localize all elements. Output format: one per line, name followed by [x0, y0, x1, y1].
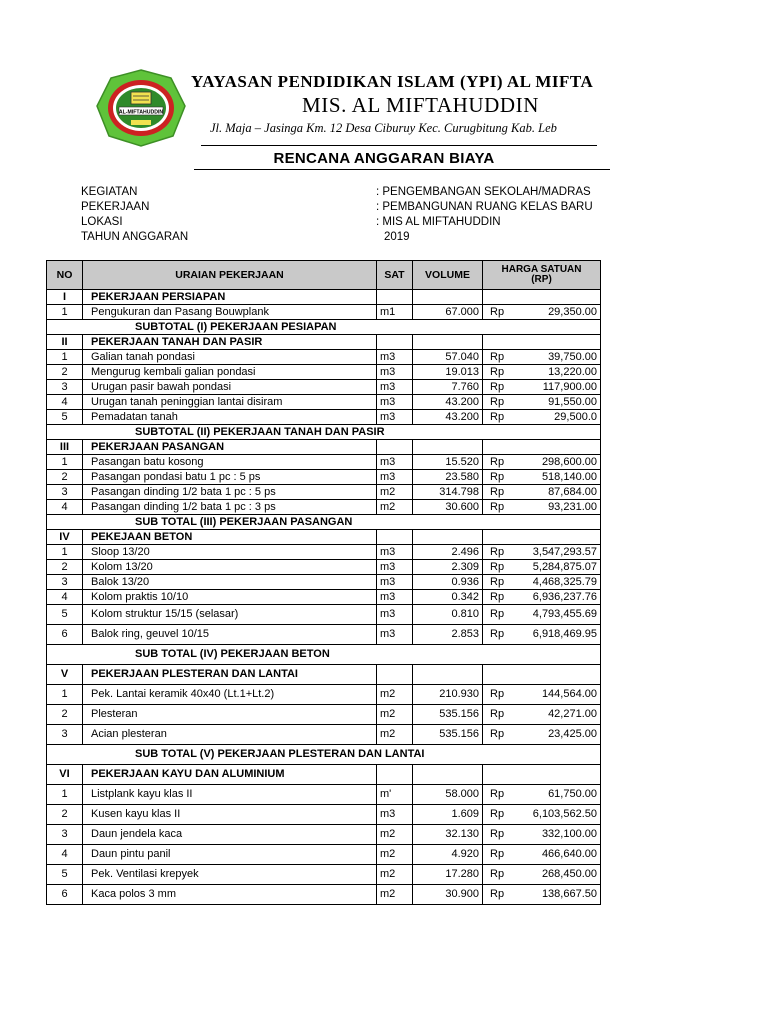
cell-uraian: Daun pintu panil: [83, 845, 377, 865]
cell-sat: m3: [377, 590, 413, 605]
cell-price: 3,547,293.57: [511, 545, 601, 560]
cell-sat: m3: [377, 575, 413, 590]
cell-price: [511, 335, 601, 350]
table-row: [47, 470, 601, 485]
cell-currency: Rp: [483, 725, 511, 745]
cell-price: [511, 665, 601, 685]
table-row: [47, 785, 601, 805]
cell-currency: Rp: [483, 685, 511, 705]
cell-sat: m2: [377, 685, 413, 705]
cell-currency: Rp: [483, 605, 511, 625]
cell-no: 3: [47, 825, 83, 845]
cell-price: [511, 440, 601, 455]
table-row: [47, 410, 601, 425]
cell-price: 23,425.00: [511, 725, 601, 745]
section-title: PEKERJAAN PERSIAPAN: [83, 290, 377, 305]
cell-uraian: Pek. Lantai keramik 40x40 (Lt.1+Lt.2): [83, 685, 377, 705]
table-row: [47, 605, 601, 625]
cell-sat: m3: [377, 560, 413, 575]
cell-uraian: Balok ring, geuvel 10/15: [83, 625, 377, 645]
cell-uraian: Pasangan dinding 1/2 bata 1 pc : 5 ps: [83, 485, 377, 500]
column-header-harga: [483, 261, 601, 290]
cell-sat: m2: [377, 725, 413, 745]
cell-volume: 535.156: [413, 725, 483, 745]
cell-volume: [413, 290, 483, 305]
cell-price: 332,100.00: [511, 825, 601, 845]
cell-currency: Rp: [483, 395, 511, 410]
cell-no: 5: [47, 865, 83, 885]
table-row: [47, 825, 601, 845]
harga-line2: (RP): [531, 274, 552, 285]
table-row: [47, 725, 601, 745]
subtotal-label: SUBTOTAL (I) PEKERJAAN PESIAPAN: [47, 320, 483, 335]
cell-price: 42,271.00: [511, 705, 601, 725]
table-row: [47, 685, 601, 705]
cell-currency: Rp: [483, 845, 511, 865]
cell-no: 4: [47, 395, 83, 410]
cell-no: 1: [47, 455, 83, 470]
cell-uraian: Urugan tanah peninggian lantai disiram: [83, 395, 377, 410]
cell-currency: Rp: [483, 305, 511, 320]
cell-volume: 4.920: [413, 845, 483, 865]
cell-currency: [483, 335, 511, 350]
section-row: [47, 665, 601, 685]
cell-uraian: Kolom 13/20: [83, 560, 377, 575]
cell-uraian: Pemadatan tanah: [83, 410, 377, 425]
cell-sat: [377, 765, 413, 785]
cell-volume: 32.130: [413, 825, 483, 845]
cell-no: 5: [47, 605, 83, 625]
cell-price: 298,600.00: [511, 455, 601, 470]
cell-volume: 30.900: [413, 885, 483, 905]
cell-no: 6: [47, 885, 83, 905]
table-row: [47, 545, 601, 560]
cell-volume: 2.496: [413, 545, 483, 560]
column-header-no: NO: [47, 261, 83, 290]
cell-uraian: Mengurug kembali galian pondasi: [83, 365, 377, 380]
cell-no: 4: [47, 590, 83, 605]
cell-uraian: Daun jendela kaca: [83, 825, 377, 845]
cell-currency: Rp: [483, 470, 511, 485]
cell-sat: m3: [377, 470, 413, 485]
subtotal-empty: [483, 425, 601, 440]
cell-uraian: Galian tanah pondasi: [83, 350, 377, 365]
cell-sat: m3: [377, 805, 413, 825]
cell-sat: m3: [377, 410, 413, 425]
table-row: [47, 350, 601, 365]
subtotal-row: [47, 745, 601, 765]
harga-line1: HARGA SATUAN: [501, 264, 582, 275]
cell-currency: Rp: [483, 805, 511, 825]
cell-no: 3: [47, 725, 83, 745]
cell-currency: Rp: [483, 350, 511, 365]
cell-volume: [413, 440, 483, 455]
table-row: [47, 575, 601, 590]
cell-currency: Rp: [483, 575, 511, 590]
info-value: : PEMBANGUNAN RUANG KELAS BARU: [376, 201, 593, 213]
cell-sat: m2: [377, 485, 413, 500]
cell-sat: m3: [377, 380, 413, 395]
table-body: [47, 290, 601, 905]
section-title: PEKERJAAN PLESTERAN DAN LANTAI: [83, 665, 377, 685]
subtotal-empty: [483, 320, 601, 335]
cell-volume: 23.580: [413, 470, 483, 485]
cell-price: 61,750.00: [511, 785, 601, 805]
cell-sat: m3: [377, 605, 413, 625]
cell-currency: Rp: [483, 885, 511, 905]
cell-no: 1: [47, 545, 83, 560]
info-label: LOKASI: [81, 216, 123, 228]
subtotal-empty: [483, 515, 601, 530]
table-row: [47, 365, 601, 380]
cell-no: 1: [47, 685, 83, 705]
section-title: PEKEJAAN BETON: [83, 530, 377, 545]
cell-no: 1: [47, 785, 83, 805]
cell-volume: 2.309: [413, 560, 483, 575]
cell-uraian: Sloop 13/20: [83, 545, 377, 560]
cell-no: 2: [47, 805, 83, 825]
cell-uraian: Kaca polos 3 mm: [83, 885, 377, 905]
section-number: VI: [47, 765, 83, 785]
info-label: PEKERJAAN: [81, 201, 150, 213]
cell-uraian: Balok 13/20: [83, 575, 377, 590]
section-row: [47, 290, 601, 305]
cell-volume: 30.600: [413, 500, 483, 515]
cell-price: 144,564.00: [511, 685, 601, 705]
cell-volume: 43.200: [413, 395, 483, 410]
cell-currency: Rp: [483, 365, 511, 380]
cell-currency: Rp: [483, 590, 511, 605]
cell-sat: m3: [377, 395, 413, 410]
cell-sat: [377, 440, 413, 455]
cell-sat: m2: [377, 885, 413, 905]
cell-price: 6,103,562.50: [511, 805, 601, 825]
cell-price: 4,793,455.69: [511, 605, 601, 625]
info-value: : MIS AL MIFTAHUDDIN: [376, 216, 501, 228]
table-row: [47, 805, 601, 825]
cell-sat: m1: [377, 305, 413, 320]
cell-volume: 314.798: [413, 485, 483, 500]
cell-no: 1: [47, 350, 83, 365]
cell-sat: m2: [377, 845, 413, 865]
logo-text: AL-MIFTAHUDDIN: [118, 109, 164, 116]
cell-uraian: Acian plesteran: [83, 725, 377, 745]
cell-price: 87,684.00: [511, 485, 601, 500]
cell-price: 138,667.50: [511, 885, 601, 905]
cell-currency: Rp: [483, 410, 511, 425]
school-name: MIS. AL MIFTAHUDDIN: [302, 93, 540, 117]
cell-sat: m2: [377, 500, 413, 515]
section-title: PEKERJAAN KAYU DAN ALUMINIUM: [83, 765, 377, 785]
cell-price: 29,500.0: [511, 410, 601, 425]
cell-volume: [413, 335, 483, 350]
table-row: [47, 500, 601, 515]
cell-volume: 0.810: [413, 605, 483, 625]
cell-price: [511, 765, 601, 785]
table-row: [47, 455, 601, 470]
cell-volume: 2.853: [413, 625, 483, 645]
cell-uraian: Pek. Ventilasi krepyek: [83, 865, 377, 885]
cell-currency: [483, 665, 511, 685]
cell-no: 2: [47, 560, 83, 575]
cell-currency: Rp: [483, 865, 511, 885]
cell-volume: [413, 665, 483, 685]
cell-price: 518,140.00: [511, 470, 601, 485]
cell-volume: 17.280: [413, 865, 483, 885]
cell-no: 3: [47, 485, 83, 500]
section-row: [47, 765, 601, 785]
subtotal-row: [47, 425, 601, 440]
table-row: [47, 705, 601, 725]
cell-uraian: Kusen kayu klas II: [83, 805, 377, 825]
cell-sat: [377, 290, 413, 305]
column-header-volume: VOLUME: [413, 261, 483, 290]
info-value: : PENGEMBANGAN SEKOLAH/MADRAS: [376, 186, 591, 198]
letterhead-rule: [201, 145, 597, 146]
subtotal-label: SUB TOTAL (III) PEKERJAAN PASANGAN: [47, 515, 483, 530]
cell-price: [511, 290, 601, 305]
section-row: [47, 440, 601, 455]
cell-volume: 67.000: [413, 305, 483, 320]
cell-price: 5,284,875.07: [511, 560, 601, 575]
cell-volume: 0.342: [413, 590, 483, 605]
column-header-uraian: URAIAN PEKERJAAN: [83, 261, 377, 290]
cell-volume: 15.520: [413, 455, 483, 470]
cell-no: 5: [47, 410, 83, 425]
cell-currency: Rp: [483, 705, 511, 725]
cell-price: 6,918,469.95: [511, 625, 601, 645]
table-row: [47, 590, 601, 605]
subtotal-row: [47, 515, 601, 530]
budget-table: [46, 260, 601, 905]
cell-currency: Rp: [483, 485, 511, 500]
cell-currency: [483, 530, 511, 545]
cell-sat: m2: [377, 705, 413, 725]
school-address: Jl. Maja – Jasinga Km. 12 Desa Ciburuy Kec. Curugbitung Kab. Leb: [210, 121, 557, 135]
cell-sat: m3: [377, 350, 413, 365]
cell-currency: [483, 290, 511, 305]
cell-uraian: Pengukuran dan Pasang Bouwplank: [83, 305, 377, 320]
cell-uraian: Listplank kayu klas II: [83, 785, 377, 805]
cell-volume: [413, 530, 483, 545]
section-number: V: [47, 665, 83, 685]
document-title: RENCANA ANGGARAN BIAYA: [273, 150, 495, 167]
cell-no: 3: [47, 380, 83, 395]
cell-uraian: Plesteran: [83, 705, 377, 725]
cell-volume: 210.930: [413, 685, 483, 705]
cell-volume: 58.000: [413, 785, 483, 805]
cell-currency: Rp: [483, 625, 511, 645]
cell-volume: 57.040: [413, 350, 483, 365]
cell-sat: m3: [377, 455, 413, 470]
table-row: [47, 395, 601, 410]
cell-currency: Rp: [483, 545, 511, 560]
cell-uraian: Urugan pasir bawah pondasi: [83, 380, 377, 395]
cell-price: 91,550.00: [511, 395, 601, 410]
table-row: [47, 380, 601, 395]
table-row: [47, 845, 601, 865]
subtotal-label: SUB TOTAL (V) PEKERJAAN PLESTERAN DAN LANTAI: [47, 745, 483, 765]
subtotal-label: SUB TOTAL (IV) PEKERJAAN BETON: [47, 645, 483, 665]
cell-sat: [377, 335, 413, 350]
cell-sat: [377, 665, 413, 685]
cell-uraian: Kolom struktur 15/15 (selasar): [83, 605, 377, 625]
cell-no: 1: [47, 305, 83, 320]
section-number: I: [47, 290, 83, 305]
subtotal-empty: [483, 745, 601, 765]
cell-volume: 0.936: [413, 575, 483, 590]
table-header-row: [47, 261, 601, 290]
cell-uraian: Kolom praktis 10/10: [83, 590, 377, 605]
subtotal-row: [47, 320, 601, 335]
section-title: PEKERJAAN TANAH DAN PASIR: [83, 335, 377, 350]
cell-price: 39,750.00: [511, 350, 601, 365]
cell-sat: m2: [377, 825, 413, 845]
cell-currency: Rp: [483, 785, 511, 805]
column-header-sat: SAT: [377, 261, 413, 290]
cell-no: 2: [47, 705, 83, 725]
cell-no: 4: [47, 845, 83, 865]
cell-sat: m2: [377, 865, 413, 885]
cell-price: 13,220.00: [511, 365, 601, 380]
cell-currency: Rp: [483, 500, 511, 515]
cell-currency: Rp: [483, 560, 511, 575]
table-row: [47, 865, 601, 885]
table-row: [47, 885, 601, 905]
cell-sat: [377, 530, 413, 545]
cell-sat: m3: [377, 365, 413, 380]
section-title: PEKERJAAN PASANGAN: [83, 440, 377, 455]
cell-price: 268,450.00: [511, 865, 601, 885]
cell-price: 6,936,237.76: [511, 590, 601, 605]
section-row: [47, 335, 601, 350]
cell-volume: 535.156: [413, 705, 483, 725]
table-row: [47, 305, 601, 320]
cell-currency: [483, 765, 511, 785]
cell-volume: [413, 765, 483, 785]
cell-uraian: Pasangan batu kosong: [83, 455, 377, 470]
cell-volume: 19.013: [413, 365, 483, 380]
title-underline: [194, 169, 610, 170]
cell-no: 6: [47, 625, 83, 645]
cell-price: 29,350.00: [511, 305, 601, 320]
info-value: 2019: [384, 231, 410, 243]
table-row: [47, 560, 601, 575]
cell-no: 2: [47, 470, 83, 485]
cell-no: 4: [47, 500, 83, 515]
cell-volume: 7.760: [413, 380, 483, 395]
section-number: II: [47, 335, 83, 350]
foundation-name: YAYASAN PENDIDIKAN ISLAM (YPI) AL MIFTA: [191, 72, 594, 91]
cell-price: [511, 530, 601, 545]
section-number: III: [47, 440, 83, 455]
subtotal-label: SUBTOTAL (II) PEKERJAAN TANAH DAN PASIR: [47, 425, 483, 440]
cell-volume: 1.609: [413, 805, 483, 825]
cell-uraian: Pasangan dinding 1/2 bata 1 pc : 3 ps: [83, 500, 377, 515]
cell-sat: m': [377, 785, 413, 805]
cell-currency: Rp: [483, 380, 511, 395]
table-row: [47, 485, 601, 500]
cell-price: 117,900.00: [511, 380, 601, 395]
school-logo: [95, 68, 187, 148]
cell-no: 2: [47, 365, 83, 380]
cell-price: 4,468,325.79: [511, 575, 601, 590]
cell-uraian: Pasangan pondasi batu 1 pc : 5 ps: [83, 470, 377, 485]
cell-currency: Rp: [483, 455, 511, 470]
cell-sat: m3: [377, 545, 413, 560]
cell-price: 93,231.00: [511, 500, 601, 515]
cell-price: 466,640.00: [511, 845, 601, 865]
cell-currency: Rp: [483, 825, 511, 845]
subtotal-row: [47, 645, 601, 665]
section-row: [47, 530, 601, 545]
table-row: [47, 625, 601, 645]
info-label: KEGIATAN: [81, 186, 138, 198]
subtotal-empty: [483, 645, 601, 665]
info-label: TAHUN ANGGARAN: [81, 231, 189, 243]
cell-volume: 43.200: [413, 410, 483, 425]
cell-sat: m3: [377, 625, 413, 645]
section-number: IV: [47, 530, 83, 545]
cell-currency: [483, 440, 511, 455]
cell-no: 3: [47, 575, 83, 590]
